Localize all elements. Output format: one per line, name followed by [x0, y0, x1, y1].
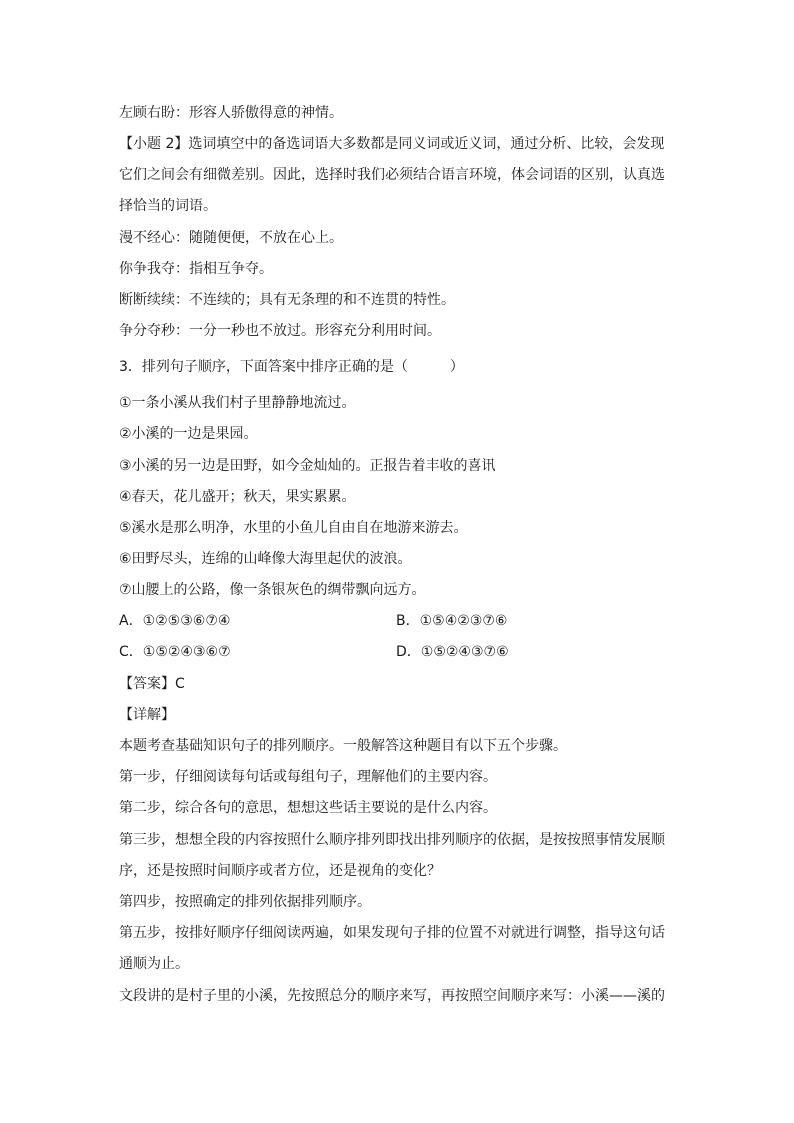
text-line: 争分夺秒：一分一秒也不放过。形容充分利用时间。: [119, 323, 441, 339]
text-line: 漫不经心：随随便便，不放在心上。: [119, 230, 343, 246]
detail-line: 序，还是按照时间顺序或者方位，还是视角的变化？: [119, 863, 441, 879]
sentence-4: ④春天，花儿盛开；秋天，果实累累。: [119, 489, 356, 505]
answer-line: 【答案】C: [119, 676, 185, 692]
text-line: 你争我夺：指相互争夺。: [119, 261, 273, 277]
detail-line: 第一步，仔细阅读每句话或每组句子，理解他们的主要内容。: [119, 769, 497, 785]
text-line: 【小题 2】选词填空中的备选词语大多数都是同义词或近义词，通过分析、比较，会发现: [119, 136, 665, 152]
sentence-2: ②小溪的一边是果园。: [119, 426, 258, 442]
sentence-1: ①一条小溪从我们村子里静静地流过。: [119, 395, 356, 411]
sentence-7: ⑦山腰上的公路，像一条银灰色的绸带飘向远方。: [119, 582, 426, 598]
option-b: B．①⑤④②③⑦⑥: [396, 613, 508, 629]
detail-line: 第三步，想想全段的内容按照什么顺序排列即找出排列顺序的依据，是按按照事情发展顺: [119, 832, 665, 848]
sentence-3: ③小溪的另一边是田野，如今金灿灿的。正报告着丰收的喜讯: [119, 458, 496, 474]
detail-heading: 【详解】: [119, 707, 175, 723]
option-d: D．①⑤②④③⑦⑥: [396, 644, 509, 660]
text-line: 它们之间会有细微差别。因此，选择时我们必须结合语言环境，体会词语的区别，认真选: [119, 167, 665, 183]
option-a: A．①②⑤③⑥⑦④: [119, 613, 231, 629]
sentence-5: ⑤溪水是那么明净，水里的小鱼儿自由自在地游来游去。: [119, 520, 468, 536]
detail-line: 本题考查基础知识句子的排列顺序。一般解答这种题目有以下五个步骤。: [119, 738, 567, 754]
detail-line: 第四步，按照确定的排列依据排列顺序。: [119, 894, 371, 910]
text-line: 择恰当的词语。: [119, 198, 217, 214]
detail-line: 第五步，按排好顺序仔细阅读两遍，如果发现句子排的位置不对就进行调整，指导这句话: [119, 925, 665, 941]
question-3-stem: 3．排列句子顺序，下面答案中排序正确的是（ ）: [119, 359, 464, 375]
detail-line: 文段讲的是村子里的小溪，先按照总分的顺序来写，再按照空间顺序来写：小溪——溪的: [119, 988, 665, 1004]
detail-line: 通顺为止。: [119, 956, 189, 972]
sentence-6: ⑥田野尽头，连绵的山峰像大海里起伏的波浪。: [119, 551, 412, 567]
text-line: 左顾右盼：形容人骄傲得意的神情。: [119, 105, 343, 121]
detail-line: 第二步，综合各句的意思，想想这些话主要说的是什么内容。: [119, 800, 497, 816]
text-line: 断断续续：不连续的；具有无条理的和不连贯的特性。: [119, 292, 455, 308]
option-c: C．①⑤②④③⑥⑦: [119, 644, 231, 660]
